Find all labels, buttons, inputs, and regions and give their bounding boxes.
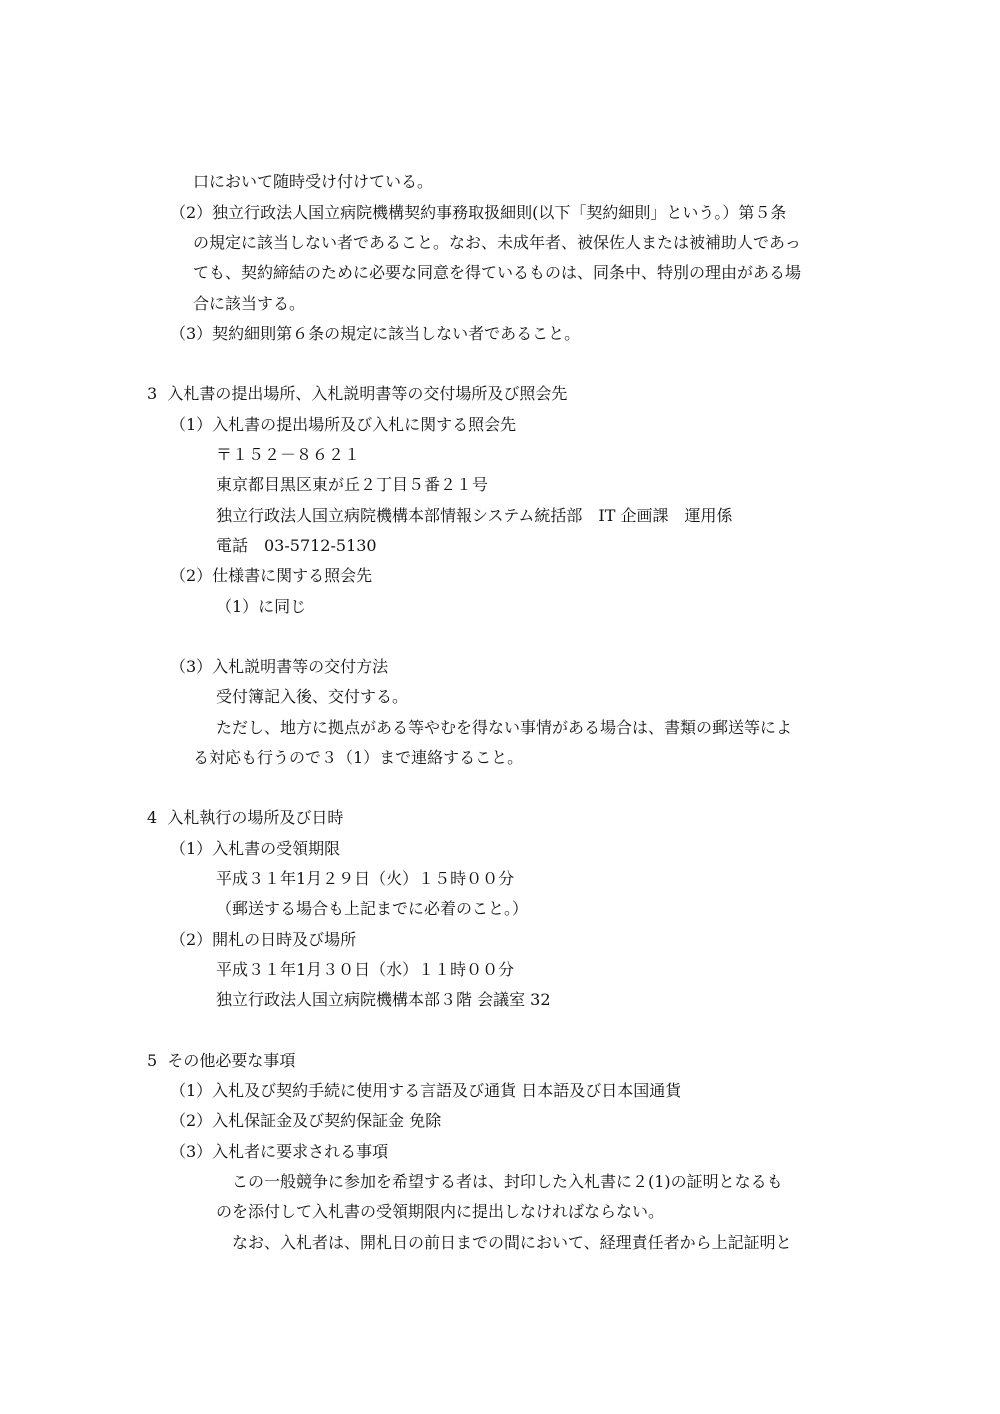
text-line: （3）契約細則第６条の規定に該当しない者であること。 [170, 324, 581, 343]
text-line: （2）開札の日時及び場所 [170, 930, 357, 949]
text-line: （2）入札保証金及び契約保証金 免除 [170, 1111, 442, 1130]
text-line: （3）入札者に要求される事項 [170, 1142, 389, 1161]
text-line: ても、契約締結のために必要な同意を得ているものは、同条中、特別の理由がある場 [193, 263, 802, 282]
text-line: （3）入札説明書等の交付方法 [170, 657, 389, 676]
text-line: 〒１５２－８６２１ [216, 445, 361, 464]
text-line: （1）入札書の提出場所及び入札に関する照会先 [170, 415, 517, 434]
text-line: 受付簿記入後、交付する。 [216, 687, 409, 706]
text-line: （1）入札書の受領期限 [170, 839, 341, 858]
text-line: 独立行政法人国立病院機構本部情報システム統括部 IT 企画課 運用係 [216, 506, 733, 525]
section-heading: 4 入札執行の場所及び日時 [147, 808, 344, 827]
text-line: 合に該当する。 [193, 294, 306, 313]
section-heading: 3 入札書の提出場所、入札説明書等の交付場所及び照会先 [147, 384, 568, 403]
text-line: （1）入札及び契約手続に使用する言語及び通貨 日本語及び日本国通貨 [170, 1081, 682, 1100]
text-line: の規定に該当しない者であること。なお、未成年者、被保佐人または被補助人であっ [193, 233, 801, 252]
section-heading: 5 その他必要な事項 [147, 1051, 296, 1070]
text-line: る対応も行うので３（1）まで連絡すること。 [193, 748, 524, 767]
text-line: 東京都目黒区東が丘２丁目５番２１号 [216, 475, 489, 494]
text-line: 独立行政法人国立病院機構本部３階 会議室 32 [216, 990, 551, 1009]
text-line: （2）仕様書に関する照会先 [170, 566, 373, 585]
text-line: 口において随時受け付けている。 [193, 172, 434, 191]
text-line: 電話 03-5712-5130 [216, 536, 377, 555]
text-line: 平成３１年1月２９日（火）１５時００分 [216, 869, 515, 888]
text-line: （郵送する場合も上記までに必着のこと。） [216, 899, 529, 918]
text-line: なお、入札者は、開札日の前日までの間において、経理責任者から上記証明と [232, 1233, 792, 1252]
text-line: 平成３１年1月３０日（水）１１時００分 [216, 960, 515, 979]
text-line: のを添付して入札書の受領期限内に提出しなければならない。 [216, 1202, 665, 1221]
text-line: ただし、地方に拠点がある等やむを得ない事情がある場合は、書類の郵送等によ [216, 718, 793, 737]
text-line: この一般競争に参加を希望する者は、封印した入札書に２(1)の証明となるも [232, 1172, 783, 1191]
text-line: （1）に同じ [216, 597, 307, 616]
text-line: （2）独立行政法人国立病院機構契約事務取扱細則(以下「契約細則」という。）第５条 [170, 203, 787, 222]
